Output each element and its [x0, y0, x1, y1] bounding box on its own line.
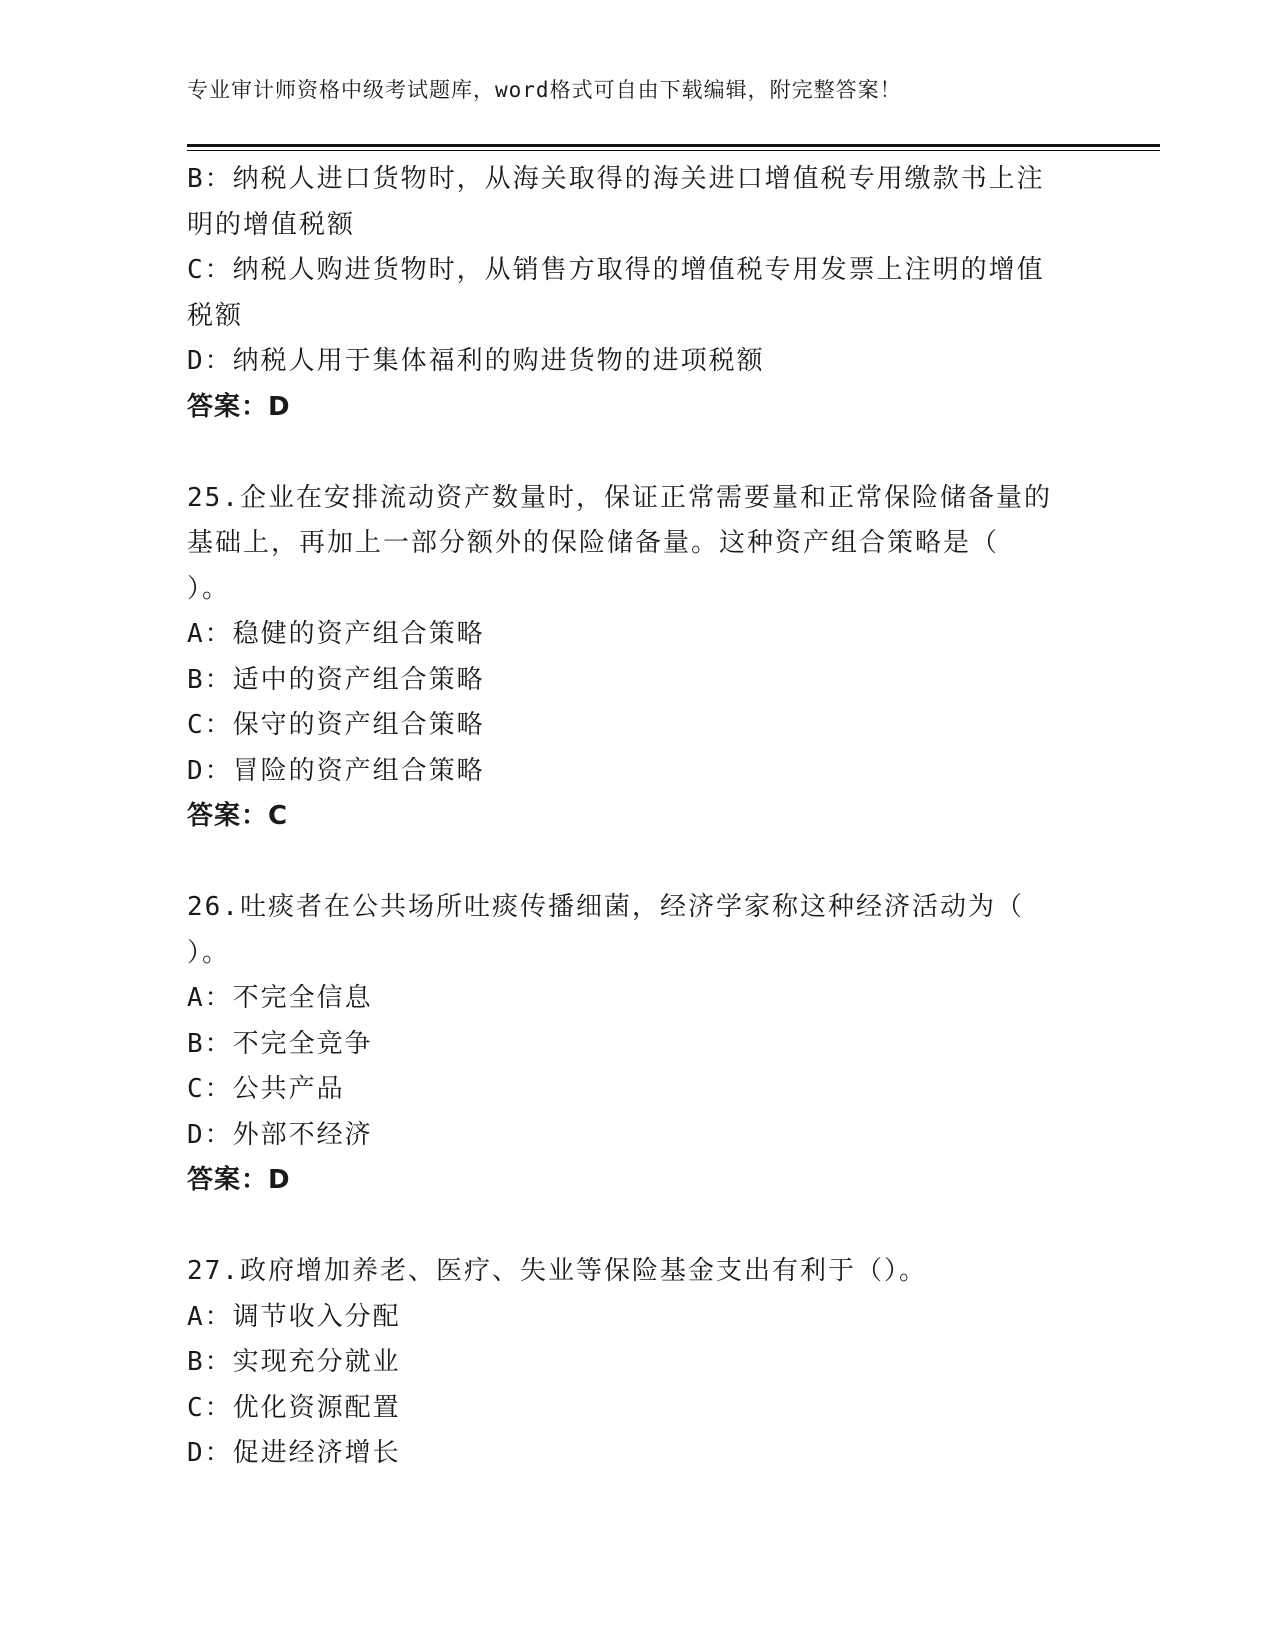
- q26-option-b: B：不完全竞争: [187, 1028, 373, 1059]
- q25-option-c: C：保守的资产组合策略: [187, 710, 485, 740]
- q27-option-d: D：促进经济增长: [187, 1438, 401, 1468]
- q25-answer: 答案：C: [187, 801, 289, 831]
- header-divider: [187, 144, 1160, 147]
- prev-option-d: D：纳税人用于集体福利的购进货物的进项税额: [187, 346, 765, 376]
- spacer: [187, 430, 1087, 476]
- prev-option-c-line2: 税额: [187, 300, 244, 331]
- spacer: [187, 840, 1087, 886]
- q26-option-d: D：外部不经济: [187, 1119, 373, 1150]
- q26-answer: 答案：D: [187, 1165, 291, 1195]
- q25-stem-line1: 25.企业在安排流动资产数量时，保证正常需要量和正常保险储备量的: [187, 482, 1052, 513]
- q27-option-b: B：实现充分就业: [187, 1347, 401, 1377]
- q26-stem-line2: ）。: [187, 937, 231, 968]
- q26-stem-line1: 26.吐痰者在公共场所吐痰传播细菌，经济学家称这种经济活动为（: [187, 892, 1024, 922]
- q27-stem-line1: 27.政府增加养老、医疗、失业等保险基金支出有利于（）。: [187, 1256, 927, 1286]
- q25-stem-line3: ）。: [187, 573, 231, 604]
- q27-option-a: A：调节收入分配: [187, 1301, 401, 1332]
- q27-option-c: C：优化资源配置: [187, 1392, 401, 1423]
- prev-option-b-line2: 明的增值税额: [187, 209, 356, 240]
- q26-option-c: C：公共产品: [187, 1074, 345, 1104]
- q25-stem-line2: 基础上，再加上一部分额外的保险储备量。这种资产组合策略是（: [187, 528, 1000, 558]
- spacer: [187, 1204, 1087, 1250]
- prev-answer: 答案：D: [187, 391, 291, 422]
- q26-option-a: A：不完全信息: [187, 983, 373, 1013]
- page-header: 专业审计师资格中级考试题库，word格式可自由下载编辑，附完整答案！: [187, 78, 902, 102]
- q25-option-b: B：适中的资产组合策略: [187, 664, 485, 695]
- question-content: [187, 157, 1087, 1477]
- prev-option-c-line1: C：纳税人购进货物时，从销售方取得的增值税专用发票上注明的增值: [187, 255, 1045, 285]
- q25-option-d: D：冒险的资产组合策略: [187, 755, 485, 786]
- header-divider-thin: [187, 150, 1160, 151]
- q25-option-a: A：稳健的资产组合策略: [187, 619, 485, 649]
- prev-option-b-line1: B：纳税人进口货物时，从海关取得的海关进口增值税专用缴款书上注: [187, 164, 1045, 194]
